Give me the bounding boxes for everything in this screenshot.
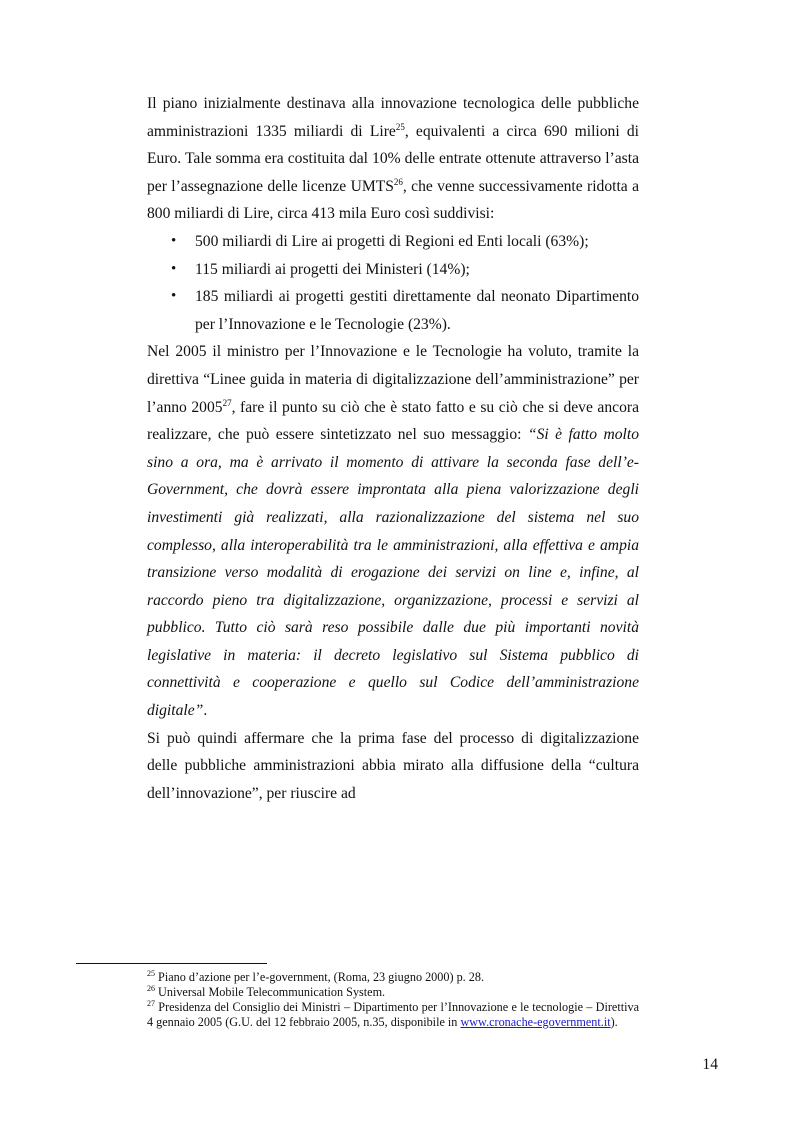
footnote-ref-27: 27	[222, 397, 232, 408]
paragraph-2	[147, 338, 639, 724]
list-item: • 185 miliardi ai progetti gestiti direttamente dal neonato Dipartimento per l’Innovazione e le Tecnologie (23%).	[147, 283, 639, 338]
footnote-27	[147, 1000, 639, 1030]
footnote-text: Piano d’azione per l’e-government, (Roma, 23 giugno 2000) p. 28.	[155, 970, 484, 984]
minister-quote: “Si è fatto molto sino a ora, ma è arrivato il momento di attivare la seconda fase dell’e-Government, che dovrà essere improntata alla piena valorizzazione degli investimenti già realizzati, alla razionalizzazione del sistema nel suo complesso, alla interoperabilità tra le amministrazioni, alla effettiva e ampia transizione verso modalità di erogazione dei servizi on line e, infine, al raccordo pieno tra digitalizzazione, organizzazione, processi e servizi al pubblico. Tutto ciò sarà reso possibile dalle due più importanti novità legislative in materia: il decreto legislativo sul Sistema pubblico di connettività e cooperazione e quello sul Codice dell’amministrazione digitale”	[147, 426, 639, 720]
footnotes	[147, 970, 639, 1030]
footnote-number: 27	[147, 998, 155, 1008]
footnote-26	[147, 985, 639, 1000]
footnote-divider	[76, 963, 267, 964]
paragraph-3: Si può quindi affermare che la prima fase del processo di digitalizzazione delle pubbliche amministrazioni abbia mirato alla diffusione della “cultura dell’innovazione”, per riuscire ad	[147, 729, 639, 802]
footnote-text: Presidenza del Consiglio dei Ministri – Dipartimento per l’Innovazione e le tecnologie – Direttiva 4 gennaio 2005 (G.U. del 12 febbraio 2005, n.35, disponibile in	[147, 1000, 639, 1029]
footnote-ref-25: 25	[395, 121, 405, 132]
paragraph-1-text-a: Il piano inizialmente destinava alla innovazione tecnologica delle pubbliche amministrazioni 1335 miliardi di Lire	[147, 95, 639, 140]
footnote-number: 26	[147, 983, 155, 993]
footnote-text-end: ).	[610, 1015, 618, 1029]
paragraph-1-text-c: , che venne successivamente ridotta a 800 miliardi di Lire, circa 413 mila Euro così suddivisi:	[147, 177, 639, 223]
list-item: • 500 miliardi di Lire ai progetti di Regioni ed Enti locali (63%);	[147, 228, 639, 256]
list-item: • 115 miliardi ai progetti dei Ministeri (14%);	[147, 256, 639, 284]
allocation-list	[147, 228, 639, 338]
paragraph-2-text-c: .	[203, 702, 208, 720]
footnote-ref-26: 26	[393, 176, 403, 187]
footnote-25	[147, 970, 639, 985]
body-text	[147, 90, 639, 807]
paragraph-2-text-b: , fare il punto su ciò che è stato fatto e su ciò che si deve ancora realizzare, che può essere sintetizzato nel suo messaggio:	[147, 398, 639, 444]
footnote-link[interactable]: www.cronache-egovernment.it	[460, 1015, 611, 1029]
footnote-number: 25	[147, 968, 155, 978]
page-number: 14	[702, 1056, 718, 1073]
paragraph-2-text-a: Nel 2005 il ministro per l’Innovazione e le Tecnologie ha voluto, tramite la direttiva “Linee guida in materia di digitalizzazione dell’amministrazione” per l’anno 2005	[147, 343, 639, 416]
paragraph-1-text-b: , equivalenti a circa 690 milioni di Euro. Tale somma era costituita dal 10% delle entrate ottenute attraverso l’asta per l’assegnazione delle licenze UMTS	[147, 122, 639, 195]
footnote-text: Universal Mobile Telecommunication System.	[155, 985, 386, 999]
paragraph-1	[147, 90, 639, 228]
